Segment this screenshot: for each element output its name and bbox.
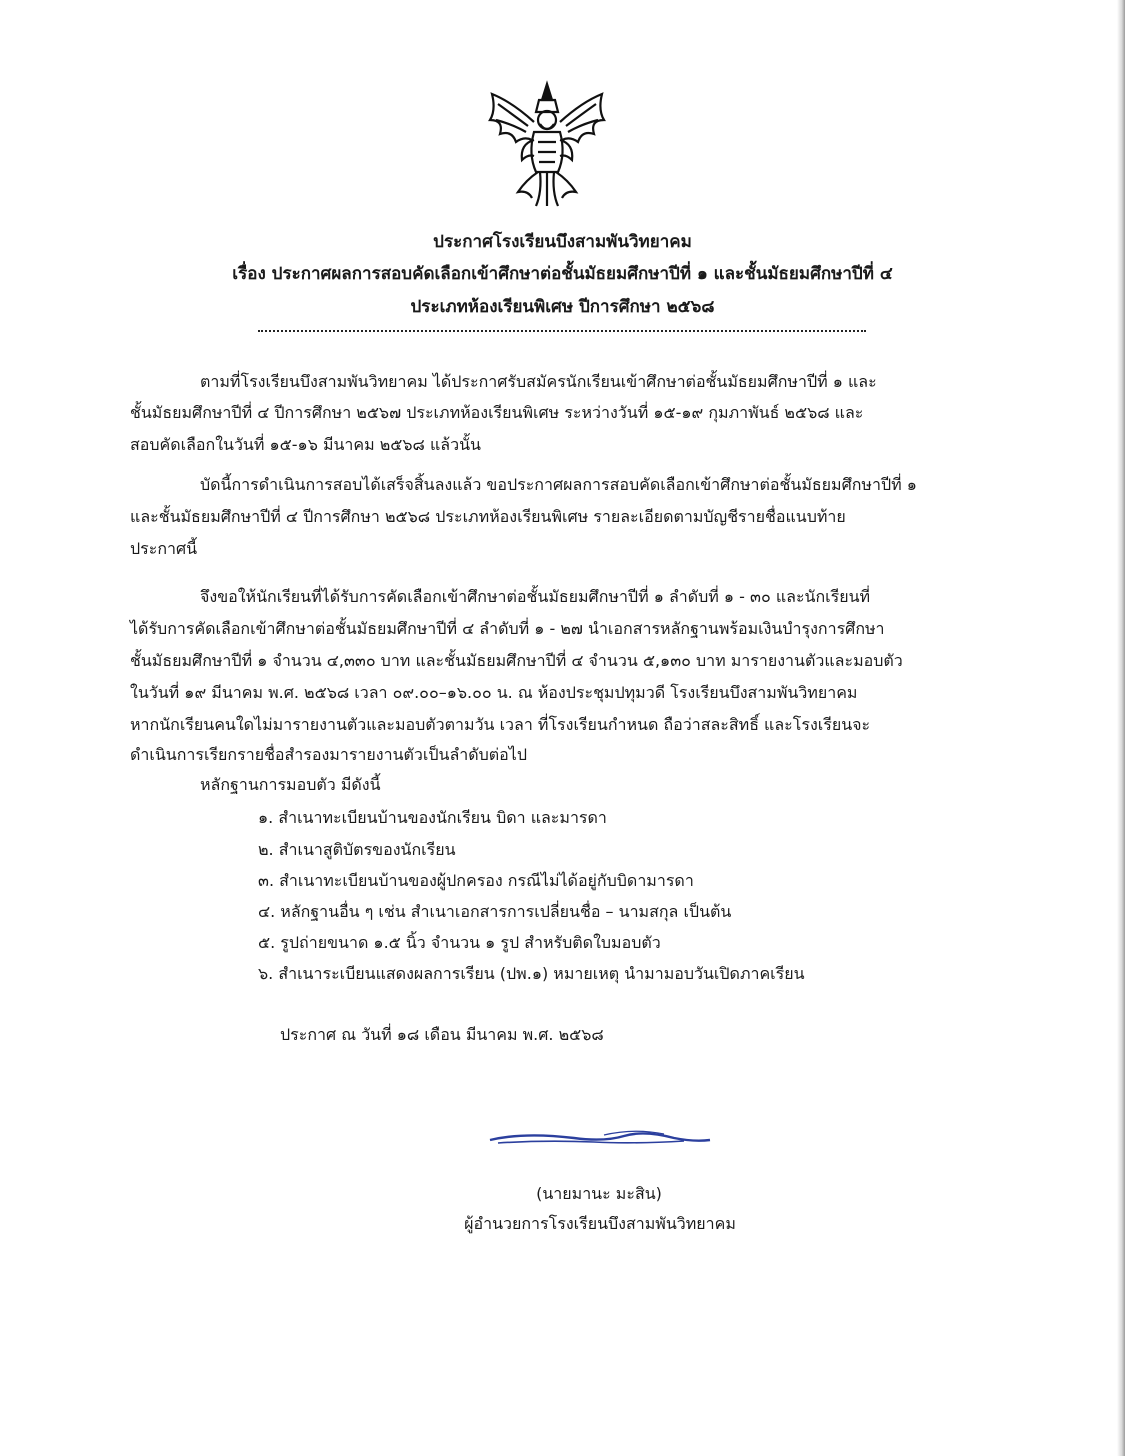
announcement-date: ประกาศ ณ วันที่ ๑๘ เดือน มีนาคม พ.ศ. ๒๕๖๘: [280, 1025, 604, 1044]
evidence-heading: หลักฐานการมอบตัว มีดังนี้: [200, 775, 381, 794]
evidence-item: ๑. สำเนาทะเบียนบ้านของนักเรียน บิดา และมารดา: [258, 808, 607, 827]
signature-mark-icon: [484, 1126, 714, 1150]
evidence-item: ๕. รูปถ่ายขนาด ๑.๕ นิ้ว จำนวน ๑ รูป สำหรับติดใบมอบตัว: [258, 933, 661, 952]
signatory-position: ผู้อำนวยการโรงเรียนบึงสามพันวิทยาคม: [464, 1214, 736, 1233]
evidence-item: ๓. สำเนาทะเบียนบ้านของผู้ปกครอง กรณีไม่ได้อยู่กับบิดามารดา: [258, 871, 694, 890]
paragraph3-line: ในวันที่ ๑๙ มีนาคม พ.ศ. ๒๕๖๘ เวลา ๐๙.๐๐–๑๖.๐๐ น. ณ ห้องประชุมปทุมวดี โรงเรียนบึงสามพันวิทยาคม: [130, 683, 858, 702]
paragraph3-line: หากนักเรียนคนใดไม่มารายงานตัวและมอบตัวตามวัน เวลา ที่โรงเรียนกำหนด ถือว่าสละสิทธิ์ และโรงเรียนจะ: [130, 715, 871, 734]
paragraph1-line: ชั้นมัธยมศึกษาปีที่ ๔ ปีการศึกษา ๒๕๖๗ ประเภทห้องเรียนพิเศษ ระหว่างวันที่ ๑๕-๑๙ กุมภาพันธ์ ๒๕๖๘ และ: [130, 403, 864, 422]
dotted-divider: [258, 330, 866, 332]
paragraph3-line: ได้รับการคัดเลือกเข้าศึกษาต่อชั้นมัธยมศึกษาปีที่ ๔ ลำดับที่ ๑ - ๒๗ นำเอกสารหลักฐานพร้อมเงินบำรุงการศึกษา: [130, 619, 885, 638]
paragraph3-line: ชั้นมัธยมศึกษาปีที่ ๑ จำนวน ๔,๓๓๐ บาท และชั้นมัธยมศึกษาปีที่ ๔ จำนวน ๕,๑๓๐ บาท มารายงานตัวและมอบตัว: [130, 651, 903, 670]
announcement-subject: เรื่อง ประกาศผลการสอบคัดเลือกเข้าศึกษาต่อชั้นมัธยมศึกษาปีที่ ๑ และชั้นมัธยมศึกษาปีที่ ๔: [232, 264, 893, 284]
announcement-category: ประเภทห้องเรียนพิเศษ ปีการศึกษา ๒๕๖๘: [410, 297, 715, 317]
paragraph3-line: จึงขอให้นักเรียนที่ได้รับการคัดเลือกเข้าศึกษาต่อชั้นมัธยมศึกษาปีที่ ๑ ลำดับที่ ๑ - ๓๐ และนักเรียนที่: [200, 587, 871, 606]
evidence-item: ๒. สำเนาสูติบัตรของนักเรียน: [258, 840, 456, 859]
paragraph2-line: บัดนี้การดำเนินการสอบได้เสร็จสิ้นลงแล้ว ขอประกาศผลการสอบคัดเลือกเข้าศึกษาต่อชั้นมัธยมศึกษาปีที่ ๑: [200, 475, 917, 494]
evidence-item: ๔. หลักฐานอื่น ๆ เช่น สำเนาเอกสารการเปลี่ยนชื่อ – นามสกุล เป็นต้น: [258, 902, 732, 921]
scan-edge: [1117, 0, 1125, 1456]
paragraph2-line: และชั้นมัธยมศึกษาปีที่ ๔ ปีการศึกษา ๒๕๖๘ ประเภทห้องเรียนพิเศษ รายละเอียดตามบัญชีรายชื่อแนบท้าย: [130, 507, 846, 526]
paragraph1-line: ตามที่โรงเรียนบึงสามพันวิทยาคม ได้ประกาศรับสมัครนักเรียนเข้าศึกษาต่อชั้นมัธยมศึกษาปีที่ ๑ และ: [200, 372, 877, 391]
announcement-title: ประกาศโรงเรียนบึงสามพันวิทยาคม: [433, 232, 692, 252]
paragraph1-line: สอบคัดเลือกในวันที่ ๑๕-๑๖ มีนาคม ๒๕๖๘ แล้วนั้น: [130, 435, 481, 454]
paragraph3-line: ดำเนินการเรียกรายชื่อสำรองมารายงานตัวเป็นลำดับต่อไป: [130, 745, 527, 764]
signatory-name: (นายมานะ มะสิน): [536, 1184, 662, 1203]
garuda-emblem-icon: [482, 80, 612, 210]
paragraph2-line: ประกาศนี้: [130, 539, 198, 558]
evidence-item: ๖. สำเนาระเบียนแสดงผลการเรียน (ปพ.๑) หมายเหตุ นำมามอบวันเปิดภาคเรียน: [258, 964, 805, 983]
